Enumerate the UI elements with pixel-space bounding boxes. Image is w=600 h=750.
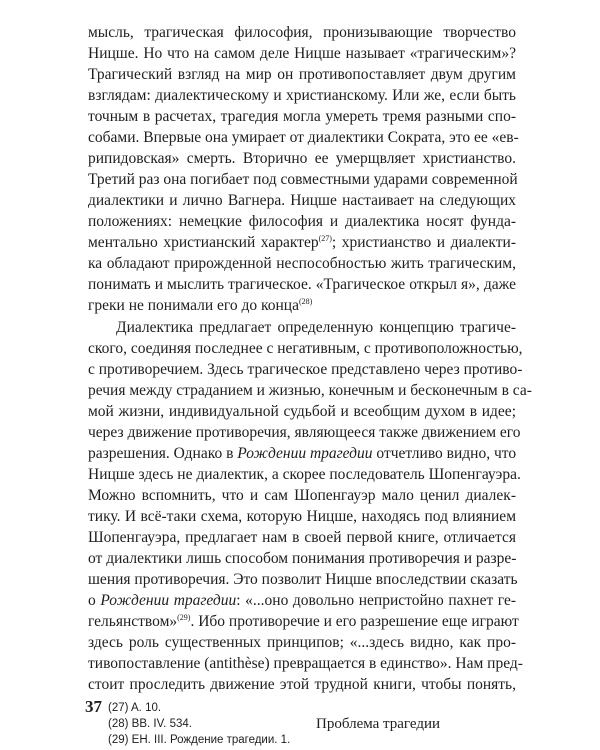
running-head: Проблема трагедии xyxy=(316,716,441,732)
book-title: Рождении трагедии xyxy=(100,592,237,609)
text-line: ка обладают прирожденной неспособностью жить трагическим, xyxy=(88,255,516,272)
text-line: понимать и мыслить трагическое. «Трагическое открыл я», даже xyxy=(88,276,516,293)
text-segment: . Ибо противоречие и его разрешение еще играют xyxy=(190,613,519,630)
text-line xyxy=(88,444,516,464)
text-segment: отчетливо видно, что xyxy=(372,445,517,462)
text-line: через движение противоречия, являющееся также движением его xyxy=(88,424,521,441)
text-line: Трагический взгляд на мир он противопоставляет двум другим xyxy=(88,66,516,83)
text-line xyxy=(88,233,516,253)
text-line: точным в расчетах, трагедия могла умереть тремя разными спо- xyxy=(88,108,516,125)
text-line: шения противоречия. Это позволит Ницше впоследствии сказать xyxy=(88,571,518,588)
text-line xyxy=(88,612,519,632)
text-line: рипидовская» смерть. Вторично ее умерщвляет христианство. xyxy=(88,150,516,167)
text-line: речия между страданием и жизнью, конечным и бесконечным в са- xyxy=(88,382,532,399)
text-segment: гельянством» xyxy=(88,613,178,630)
text-line: от диалектики лишь способом понимания противоречия и разре- xyxy=(88,550,517,567)
text-line: диалектики и лично Вагнера. Ницше настаивает на следующих xyxy=(88,192,516,209)
text-line: Третий раз она погибает под совместными ударами современной xyxy=(88,171,518,188)
footnote-ref-27: (27) xyxy=(318,234,332,243)
footnote: (29) EH. III. Рождение трагедии. 1. xyxy=(108,734,291,746)
text-line: мысль, трагическая философия, пронизывающие творчество xyxy=(88,24,516,41)
text-segment: : «...оно довольно непристойно пахнет ге- xyxy=(236,592,517,609)
footnote-ref-29: (29) xyxy=(177,613,191,622)
text-line: мой жизни, индивидуальной судьбой и всеобщим духом в идее; xyxy=(88,403,516,420)
text-line: взглядам: диалектическому и христианскому. Или же, если быть xyxy=(88,87,516,104)
text-segment: ментально христианский характер xyxy=(88,234,319,251)
text-line: тику. И всё-таки схема, которую Ницше, находясь под влиянием xyxy=(88,508,516,525)
text-line xyxy=(88,591,516,611)
text-line: Ницше здесь не диалектик, а скорее последователь Шопенгауэра. xyxy=(88,466,521,483)
text-line xyxy=(88,296,516,316)
text-line: Можно вспомнить, что и сам Шопенгауэр мало ценил диалек- xyxy=(88,487,516,504)
footnote: (28) BB. IV. 534. xyxy=(108,718,192,730)
text-line: Диалектика предлагает определенную концепцию трагиче- xyxy=(116,319,516,336)
footnote: (27) A. 10. xyxy=(108,702,162,714)
text-segment: разрешения. Однако в xyxy=(88,445,238,462)
text-line: собами. Впервые она умирает от диалектики Сократа, это ее «ев- xyxy=(88,129,519,146)
text-segment: греки не понимали его до конца xyxy=(88,297,299,314)
text-segment: о xyxy=(88,592,101,609)
book-title: Рождении трагедии xyxy=(237,445,373,462)
text-line: Ницше. Но что на самом деле Ницше называет «трагическим»? xyxy=(88,45,516,62)
text-line: стоит проследить движение этой трудной книги, чтобы понять, xyxy=(88,676,516,693)
text-line: Шопенгауэра, предлагает нам в своей первой книге, отличается xyxy=(88,529,516,546)
text-line: тивопоставление (antithèse) превращается в единство». Нам пред- xyxy=(88,655,523,672)
text-line: здесь роль существенных принципов; «...здесь видно, как про- xyxy=(88,634,516,651)
text-segment: ; христианство и диалекти- xyxy=(331,234,516,251)
text-line: ского, соединяя последнее с негативным, с противоположностью, xyxy=(88,340,523,357)
footnote-ref-28: (28) xyxy=(298,297,313,306)
text-line: с противоречием. Здесь трагическое представлено через противо- xyxy=(88,361,523,378)
text-line: положениях: немецкие философия и диалектика носят фунда- xyxy=(88,213,516,230)
page-number: 37 xyxy=(85,697,102,716)
